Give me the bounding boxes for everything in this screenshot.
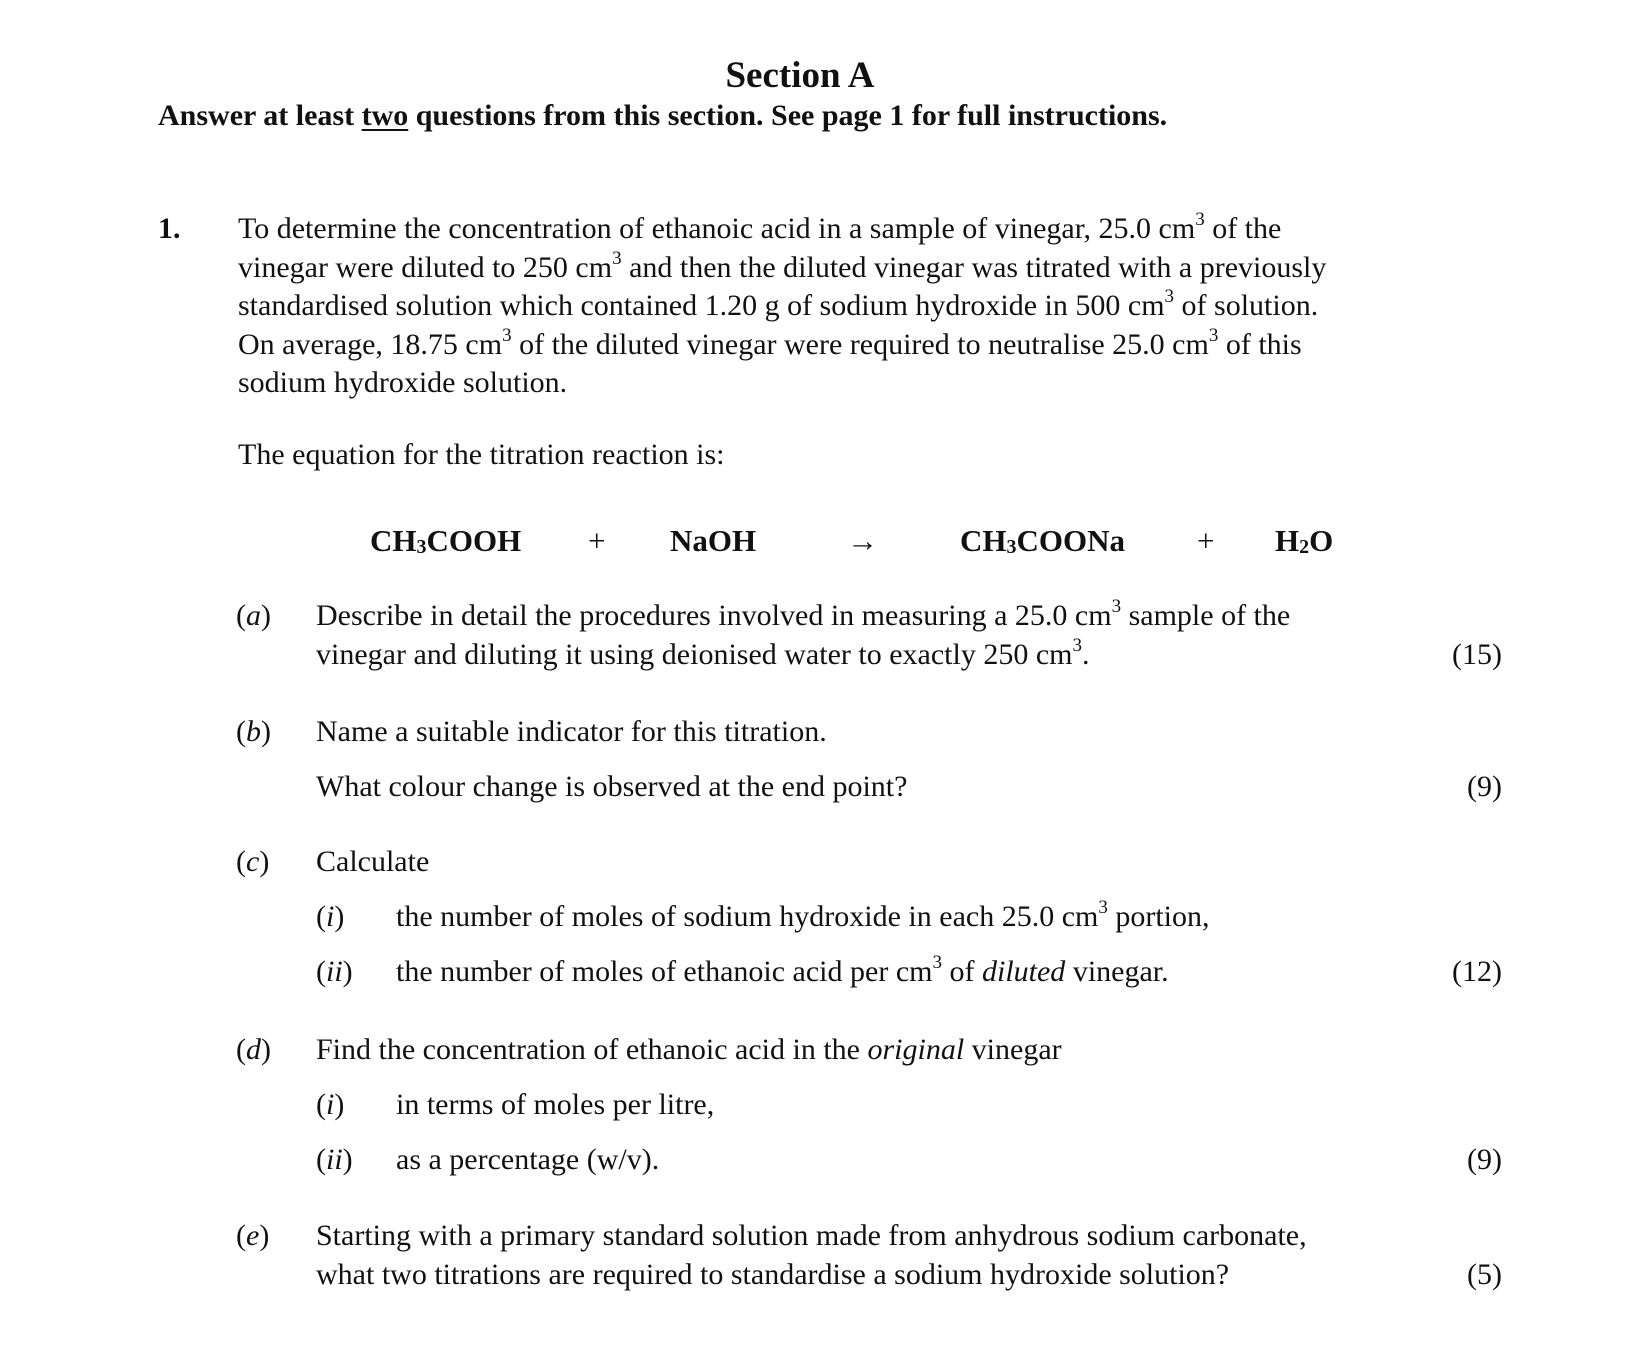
part-c-sub-ii-text: the number of moles of ethanoic acid per $cm^3$ of diluted vinegar. bbox=[396, 952, 1169, 988]
part-d-label: (d) bbox=[236, 1033, 271, 1066]
part-b-line: Name a suitable indicator for this titration. bbox=[316, 715, 827, 748]
product-sodium-ethanoate: $CH_3COONa$ bbox=[960, 523, 1125, 558]
part-e-line: Starting with a primary standard solution made from anhydrous sodium carbonate, bbox=[316, 1219, 1307, 1252]
part-d-sub-ii-label: (ii) bbox=[316, 1143, 353, 1176]
instruction-underlined: two bbox=[361, 99, 409, 132]
product-water: $H_2O$ bbox=[1275, 523, 1334, 558]
part-e-line: what two titrations are required to standardise a sodium hydroxide solution? bbox=[316, 1258, 1230, 1291]
part-b-marks: (9) bbox=[1467, 770, 1502, 803]
part-a-line: Describe in detail the procedures involved in measuring a 25.0 $cm^3$ sample of the bbox=[316, 596, 1291, 632]
intro-line: vinegar were diluted to 250 $cm^3$ and then the diluted vinegar was titrated with a previously bbox=[238, 247, 1327, 284]
intro-line: To determine the concentration of ethanoic acid in a sample of vinegar, 25.0 $cm^3$ of the bbox=[238, 209, 1282, 245]
intro-line: sodium hydroxide solution. bbox=[238, 366, 568, 399]
part-b-line: What colour change is observed at the end point? bbox=[316, 770, 908, 803]
part-c-line: Calculate bbox=[316, 845, 430, 878]
question-intro bbox=[238, 210, 1326, 403]
part-b-label: (b) bbox=[236, 715, 271, 748]
part-a-line: vinegar and diluting it using deionised water to exactly 250 $cm^3$. bbox=[316, 635, 1090, 671]
part-a-marks: (15) bbox=[1452, 638, 1502, 671]
instruction-post: questions from this section. See page 1 for full instructions. bbox=[408, 99, 1168, 132]
part-e-marks: (5) bbox=[1467, 1258, 1502, 1291]
part-d-sub-ii-text: as a percentage (w/v). bbox=[396, 1143, 660, 1176]
intro-line: standardised solution which contained 1.20 g of sodium hydroxide in 500 $cm^3$ of solution. bbox=[238, 286, 1319, 322]
part-a-label: (a) bbox=[236, 599, 271, 632]
intro-line: On average, 18.75 $cm^3$ of the diluted vinegar were required to neutralise 25.0 $cm^3$ of this bbox=[238, 324, 1302, 361]
part-d-sub-i-label: (i) bbox=[316, 1088, 345, 1121]
question-number: 1. bbox=[158, 212, 181, 245]
equation-intro: The equation for the titration reaction is: bbox=[238, 438, 725, 471]
section-instructions bbox=[158, 98, 1167, 134]
part-d-line: Find the concentration of ethanoic acid in the original vinegar bbox=[316, 1033, 1062, 1066]
part-d-sub-i-text: in terms of moles per litre, bbox=[396, 1088, 715, 1121]
plus-sign: + bbox=[588, 523, 606, 558]
reactant-sodium-hydroxide: NaOH bbox=[670, 523, 757, 558]
reactant-ethanoic-acid: $CH_3COOH$ bbox=[370, 523, 522, 558]
part-c-marks: (12) bbox=[1452, 955, 1502, 988]
plus-sign: + bbox=[1197, 523, 1215, 558]
part-c-label: (c) bbox=[236, 845, 270, 878]
section-title: Section A bbox=[725, 55, 875, 96]
instruction-pre: Answer at least bbox=[158, 99, 362, 132]
reaction-arrow-icon: → bbox=[847, 523, 878, 558]
part-c-sub-ii-label: (ii) bbox=[316, 955, 353, 988]
part-c-sub-i-text: the number of moles of sodium hydroxide in each 25.0 $cm^3$ portion, bbox=[396, 897, 1210, 933]
part-c-sub-i-label: (i) bbox=[316, 900, 345, 933]
part-e-label: (e) bbox=[236, 1219, 270, 1252]
part-d-marks: (9) bbox=[1467, 1143, 1502, 1176]
